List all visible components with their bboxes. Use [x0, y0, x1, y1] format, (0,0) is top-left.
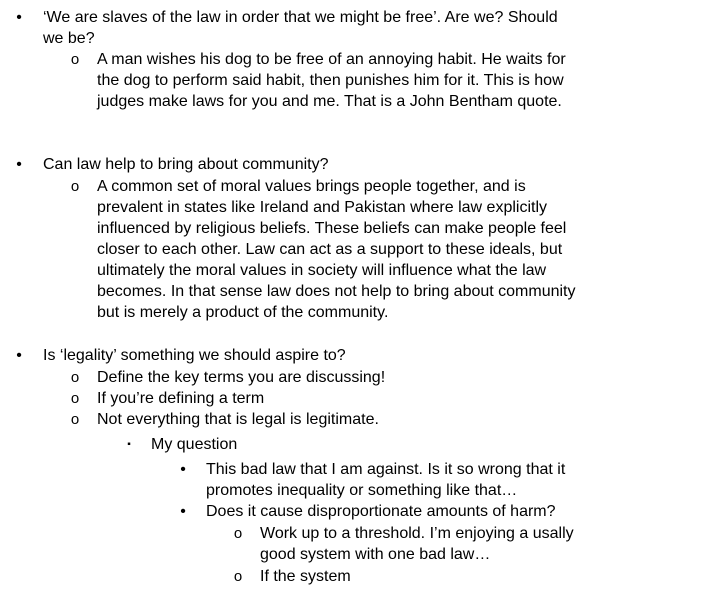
subpoint-2: If you’re defining a term: [97, 390, 265, 407]
answer-2-line: prevalent in states like Ireland and Pakistan where law explicitly: [97, 199, 548, 216]
bullet-marker: •: [180, 461, 186, 478]
bullet-marker: •: [16, 156, 22, 173]
my-question-label: My question: [151, 436, 238, 453]
answer-1-line: A man wishes his dog to be free of an annoying habit. He waits for: [97, 51, 566, 68]
question-3-line: Is ‘legality’ something we should aspire to?: [43, 347, 346, 364]
bullet-marker: •: [16, 347, 22, 364]
question-1: [43, 7, 558, 49]
level4-item-2-line: Does it cause disproportionate amounts of harm?: [206, 503, 556, 520]
bullet-marker: •: [180, 503, 186, 520]
level4-item-2: [206, 501, 556, 522]
level4-item-1-line: promotes inequality or something like that…: [206, 482, 518, 499]
answer-1: [97, 49, 566, 112]
question-3: [43, 345, 346, 366]
sub-bullet-marker: o: [70, 369, 80, 386]
level5-item-1: [260, 523, 574, 565]
level4-item-1: [206, 459, 565, 501]
subpoint-1: Define the key terms you are discussing!: [97, 369, 386, 386]
answer-2-line: becomes. In that sense law does not help to bring about community: [97, 283, 576, 300]
sub-bullet-marker: o: [70, 411, 80, 428]
answer-1-line: judges make laws for you and me. That is a John Bentham quote.: [97, 93, 562, 110]
level5-item-2: [260, 566, 351, 587]
level5-item-1-line: good system with one bad law…: [260, 546, 491, 563]
answer-2-line: closer to each other. Law can act as a support to these ideals, but: [97, 241, 563, 258]
question-1-line: ‘We are slaves of the law in order that we might be free’. Are we? Should: [43, 9, 558, 26]
sub-bullet-marker: o: [233, 525, 243, 542]
answer-2-line: but is merely a product of the community.: [97, 304, 389, 321]
answer-2-line: A common set of moral values brings people together, and is: [97, 178, 526, 195]
answer-2-line: influenced by religious beliefs. These beliefs can make people feel: [97, 220, 567, 237]
level4-item-1-line: This bad law that I am against. Is it so wrong that it: [206, 461, 566, 478]
question-2: [43, 154, 329, 175]
sub-bullet-marker: o: [70, 390, 80, 407]
subpoint-3: Not everything that is legal is legitimate.: [97, 411, 379, 428]
sub-bullet-marker: o: [233, 568, 243, 585]
answer-1-line: the dog to perform said habit, then punishes him for it. This is how: [97, 72, 564, 89]
sub-bullet-marker: o: [70, 178, 80, 195]
square-bullet-marker: ▪: [127, 439, 131, 450]
sub-bullet-marker: o: [70, 51, 80, 68]
answer-2: [97, 176, 576, 323]
bullet-marker: •: [16, 9, 22, 26]
level5-item-1-line: Work up to a threshold. I’m enjoying a usally: [260, 525, 574, 542]
answer-2-line: ultimately the moral values in society will influence what the law: [97, 262, 547, 279]
question-2-line: Can law help to bring about community?: [43, 156, 329, 173]
level5-item-2-line: If the system: [260, 568, 351, 585]
question-1-line: we be?: [43, 30, 95, 47]
